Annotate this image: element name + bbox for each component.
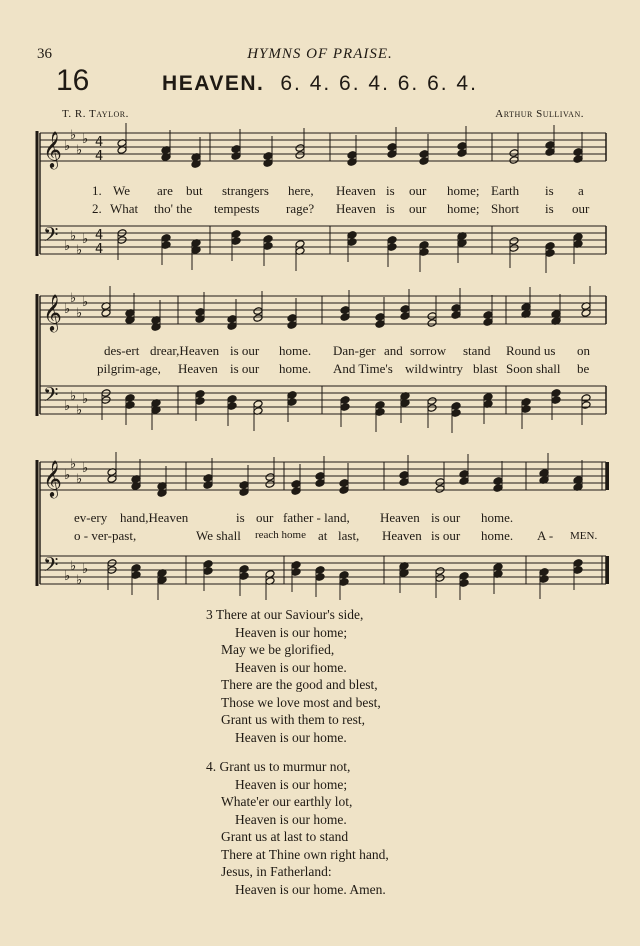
- hymn-number: 16: [56, 64, 90, 97]
- note-head: [573, 148, 583, 157]
- lyric-word: stand: [463, 343, 491, 358]
- note-head: [227, 315, 237, 324]
- lyric-word: are: [157, 183, 173, 198]
- note-head: [287, 314, 297, 323]
- note-head: [493, 484, 503, 493]
- lyric-word: our: [572, 201, 590, 216]
- additional-verses: [206, 606, 389, 898]
- note-head: [195, 308, 205, 317]
- note-head: [551, 396, 561, 405]
- hymn-author: T. R. Taylor.: [62, 108, 129, 120]
- note-head: [387, 150, 397, 159]
- note-head: [131, 571, 141, 580]
- flat-accidental: ♭: [70, 389, 77, 404]
- note-head: [291, 561, 301, 570]
- lyric-word: Heaven: [382, 528, 422, 543]
- note-head: [375, 313, 385, 322]
- lyric-word: home.: [481, 510, 514, 525]
- page-number: 36: [37, 46, 52, 62]
- verse-line: There are the good and blest,: [221, 677, 378, 692]
- note-head: [340, 306, 350, 315]
- lyric-word: is: [545, 183, 554, 198]
- lyric-word: tempests: [214, 201, 260, 216]
- treble-clef: 𝄞: [43, 459, 62, 497]
- hymn-composer: Arthur Sullivan.: [495, 108, 584, 120]
- note-head: [347, 231, 357, 240]
- note-head: [253, 314, 263, 323]
- lyric-word: Heaven: [336, 183, 376, 198]
- flat-accidental: ♭: [82, 295, 89, 310]
- note-head: [451, 304, 461, 313]
- note-head: [125, 401, 135, 410]
- verse-line: Heaven is our home. Amen.: [235, 881, 386, 897]
- treble-clef: 𝄞: [43, 293, 62, 331]
- note-head: [131, 564, 141, 573]
- lyric-word: Heaven: [336, 201, 376, 216]
- note-head: [315, 566, 325, 575]
- note-head: [427, 312, 437, 321]
- verse-line: Grant us with them to rest,: [221, 712, 365, 727]
- note-head: [340, 313, 350, 322]
- note-head: [509, 244, 519, 253]
- note-head: [427, 319, 437, 328]
- note-head: [239, 488, 249, 497]
- note-head: [231, 237, 241, 246]
- lyric-word: home.: [279, 343, 312, 358]
- note-head: [287, 391, 297, 400]
- note-head: [573, 566, 583, 575]
- note-head: [291, 480, 301, 489]
- note-head: [287, 321, 297, 330]
- note-head: [291, 568, 301, 577]
- flat-accidental: ♭: [70, 457, 77, 472]
- verse-line: 3 There at our Saviour's side,: [206, 607, 364, 622]
- lyric-word: wild: [405, 361, 429, 376]
- note-head: [459, 477, 469, 486]
- note-head: [451, 311, 461, 320]
- lyric-word: here,: [288, 183, 314, 198]
- note-head: [295, 151, 305, 160]
- note-head: [347, 158, 357, 167]
- lyric-word: is: [386, 201, 395, 216]
- note-head: [399, 471, 409, 480]
- final-bar: [606, 462, 609, 490]
- note-head: [435, 478, 445, 487]
- flat-accidental: ♭: [64, 569, 71, 584]
- time-signature: 4: [95, 242, 104, 257]
- note-head: [427, 404, 437, 413]
- hymn-meter: 6. 4. 6. 4. 6. 6. 4.: [280, 72, 478, 95]
- note-head: [419, 241, 429, 250]
- lyric-word: is: [545, 201, 554, 216]
- flat-accidental: ♭: [76, 472, 83, 487]
- verse-line: Heaven is our home.: [235, 729, 347, 745]
- note-head: [521, 405, 531, 414]
- verse-line: Heaven is our home;: [235, 776, 348, 792]
- note-head: [427, 397, 437, 406]
- note-head: [551, 389, 561, 398]
- lyric-word: home;: [447, 183, 480, 198]
- lyric-word: wintry: [429, 361, 463, 376]
- note-head: [400, 312, 410, 321]
- note-head: [340, 403, 350, 412]
- lyric-word: is our: [431, 528, 461, 543]
- flat-accidental: ♭: [70, 229, 77, 244]
- lyric-word: but: [186, 183, 203, 198]
- lyric-word: our: [409, 183, 427, 198]
- lyric-word: home.: [279, 361, 312, 376]
- note-head: [231, 152, 241, 161]
- verse-line: There at Thine own right hand,: [221, 846, 389, 862]
- bass-clef: 𝄢: [43, 383, 59, 411]
- lyric-word: tho' the: [154, 201, 193, 216]
- note-head: [265, 473, 275, 482]
- note-head: [459, 579, 469, 588]
- flat-accidental: ♭: [64, 239, 71, 254]
- note-head: [203, 474, 213, 483]
- note-head: [339, 479, 349, 488]
- bass-clef: 𝄢: [43, 553, 59, 581]
- lyric-word: is: [386, 183, 395, 198]
- bass-clef: 𝄢: [43, 223, 59, 251]
- note-head: [545, 242, 555, 251]
- lyric-word: hand,Heaven: [120, 510, 189, 525]
- note-head: [263, 152, 273, 161]
- note-head: [339, 571, 349, 580]
- flat-accidental: ♭: [76, 243, 83, 258]
- note-head: [375, 401, 385, 410]
- note-head: [435, 485, 445, 494]
- note-head: [315, 472, 325, 481]
- hymn-title-text: HEAVEN.: [162, 72, 265, 95]
- lyric-word: Short: [491, 201, 520, 216]
- verse-line: Jesus, in Fatherland:: [221, 864, 332, 879]
- note-head: [459, 470, 469, 479]
- time-signature: 4: [95, 149, 104, 164]
- note-head: [419, 248, 429, 257]
- lyric-word: be: [577, 361, 590, 376]
- note-head: [347, 151, 357, 160]
- lyric-word: o - ver-past,: [74, 528, 137, 543]
- verse-line: Heaven is our home;: [235, 624, 348, 640]
- verse-3: [206, 606, 389, 746]
- note-head: [457, 149, 467, 158]
- note-head: [457, 142, 467, 151]
- lyric-word: 1.: [92, 183, 102, 198]
- lyric-word: We: [113, 183, 130, 198]
- note-head: [239, 481, 249, 490]
- verse-line: Grant us at last to stand: [221, 829, 349, 844]
- note-head: [265, 480, 275, 489]
- note-head: [387, 236, 397, 245]
- flat-accidental: ♭: [76, 143, 83, 158]
- note-head: [419, 157, 429, 166]
- note-head: [483, 311, 493, 320]
- flat-accidental: ♭: [82, 232, 89, 247]
- flat-accidental: ♭: [82, 132, 89, 147]
- lyric-word: home.: [481, 528, 514, 543]
- lyric-word: and: [384, 343, 403, 358]
- lyric-word: our: [409, 201, 427, 216]
- note-head: [451, 409, 461, 418]
- note-head: [435, 574, 445, 583]
- lyric-word: rage?: [286, 201, 315, 216]
- flat-accidental: ♭: [64, 302, 71, 317]
- flat-accidental: ♭: [64, 399, 71, 414]
- note-head: [539, 568, 549, 577]
- lyric-word: Heaven: [178, 361, 218, 376]
- note-head: [581, 401, 591, 410]
- time-signature: 4: [95, 135, 104, 150]
- flat-accidental: ♭: [82, 392, 89, 407]
- note-head: [375, 408, 385, 417]
- note-head: [339, 486, 349, 495]
- note-head: [195, 315, 205, 324]
- lyric-word: Dan-ger: [333, 343, 376, 358]
- note-head: [287, 398, 297, 407]
- lyric-word: MEN.: [570, 530, 598, 542]
- note-head: [339, 578, 349, 587]
- note-head: [263, 235, 273, 244]
- verse-line: Heaven is our home.: [235, 659, 347, 675]
- lyric-word: And Time's: [333, 361, 393, 376]
- note-head: [509, 149, 519, 158]
- lyric-word: A -: [537, 528, 554, 543]
- note-head: [291, 487, 301, 496]
- lyric-word: reach home: [255, 529, 306, 541]
- flat-accidental: ♭: [82, 562, 89, 577]
- running-title: HYMNS OF PRAISE.: [247, 46, 393, 62]
- lyric-word: drear,Heaven: [150, 343, 220, 358]
- lyric-word: 2.: [92, 201, 102, 216]
- verse-line: Those we love most and best,: [221, 694, 381, 710]
- note-head: [375, 320, 385, 329]
- note-head: [263, 159, 273, 168]
- note-head: [203, 560, 213, 569]
- note-head: [161, 234, 171, 243]
- note-head: [545, 148, 555, 157]
- lyric-word: pilgrim-age,: [97, 361, 161, 376]
- treble-clef: 𝄞: [43, 130, 62, 168]
- lyric-word: is our: [431, 510, 461, 525]
- note-head: [125, 394, 135, 403]
- lyric-word: a: [578, 183, 584, 198]
- note-head: [509, 156, 519, 165]
- flat-accidental: ♭: [64, 468, 71, 483]
- note-head: [521, 398, 531, 407]
- lyric-word: is: [236, 510, 245, 525]
- flat-accidental: ♭: [70, 291, 77, 306]
- final-bar: [606, 556, 609, 584]
- lyric-word: at: [318, 528, 328, 543]
- lyric-word: home;: [447, 201, 480, 216]
- lyric-word: last,: [338, 528, 360, 543]
- lyric-word: Soon shall: [506, 361, 561, 376]
- flat-accidental: ♭: [76, 306, 83, 321]
- lyric-word: Round us: [506, 343, 556, 358]
- lyric-word: sorrow: [410, 343, 447, 358]
- lyric-word: on: [577, 343, 590, 358]
- lyric-word: our: [256, 510, 274, 525]
- note-head: [239, 572, 249, 581]
- note-head: [203, 481, 213, 490]
- note-head: [227, 395, 237, 404]
- note-head: [581, 394, 591, 403]
- note-head: [239, 565, 249, 574]
- note-head: [387, 143, 397, 152]
- note-head: [227, 322, 237, 331]
- note-head: [399, 478, 409, 487]
- lyric-word: father - land,: [283, 510, 350, 525]
- note-head: [539, 575, 549, 584]
- note-head: [419, 150, 429, 159]
- lyric-word: Earth: [491, 183, 520, 198]
- lyric-word: ev-ery: [74, 510, 108, 525]
- note-head: [493, 477, 503, 486]
- lyric-word: blast: [473, 361, 498, 376]
- note-head: [451, 402, 461, 411]
- note-head: [400, 305, 410, 314]
- verse-line: 4. Grant us to murmur not,: [206, 759, 351, 774]
- note-head: [573, 155, 583, 164]
- note-head: [315, 573, 325, 582]
- note-head: [203, 567, 213, 576]
- lyric-word: is our: [230, 361, 260, 376]
- flat-accidental: ♭: [64, 139, 71, 154]
- note-head: [340, 396, 350, 405]
- note-head: [253, 307, 263, 316]
- note-head: [347, 238, 357, 247]
- note-head: [545, 249, 555, 258]
- lyric-word: What: [110, 201, 139, 216]
- verse-line: Heaven is our home.: [235, 811, 347, 827]
- note-head: [387, 243, 397, 252]
- note-head: [227, 402, 237, 411]
- lyric-word: We shall: [196, 528, 241, 543]
- note-head: [573, 559, 583, 568]
- lyric-word: is our: [230, 343, 260, 358]
- note-head: [231, 145, 241, 154]
- verse-line: May we be glorified,: [221, 642, 335, 657]
- flat-accidental: ♭: [76, 403, 83, 418]
- note-head: [459, 572, 469, 581]
- flat-accidental: ♭: [76, 573, 83, 588]
- flat-accidental: ♭: [70, 559, 77, 574]
- note-head: [263, 242, 273, 251]
- note-head: [435, 567, 445, 576]
- flat-accidental: ♭: [82, 461, 89, 476]
- note-head: [231, 230, 241, 239]
- lyric-word: Heaven: [380, 510, 420, 525]
- note-head: [295, 144, 305, 153]
- lyric-word: des-ert: [104, 343, 140, 358]
- flat-accidental: ♭: [70, 128, 77, 143]
- note-head: [545, 141, 555, 150]
- verse-line: Whate'er our earthly lot,: [221, 794, 353, 809]
- note-head: [161, 241, 171, 250]
- time-signature: 4: [95, 228, 104, 243]
- note-head: [195, 390, 205, 399]
- note-head: [509, 237, 519, 246]
- note-head: [315, 479, 325, 488]
- note-head: [195, 397, 205, 406]
- note-head: [483, 318, 493, 327]
- lyric-word: strangers: [222, 183, 269, 198]
- verse-4: [206, 758, 389, 898]
